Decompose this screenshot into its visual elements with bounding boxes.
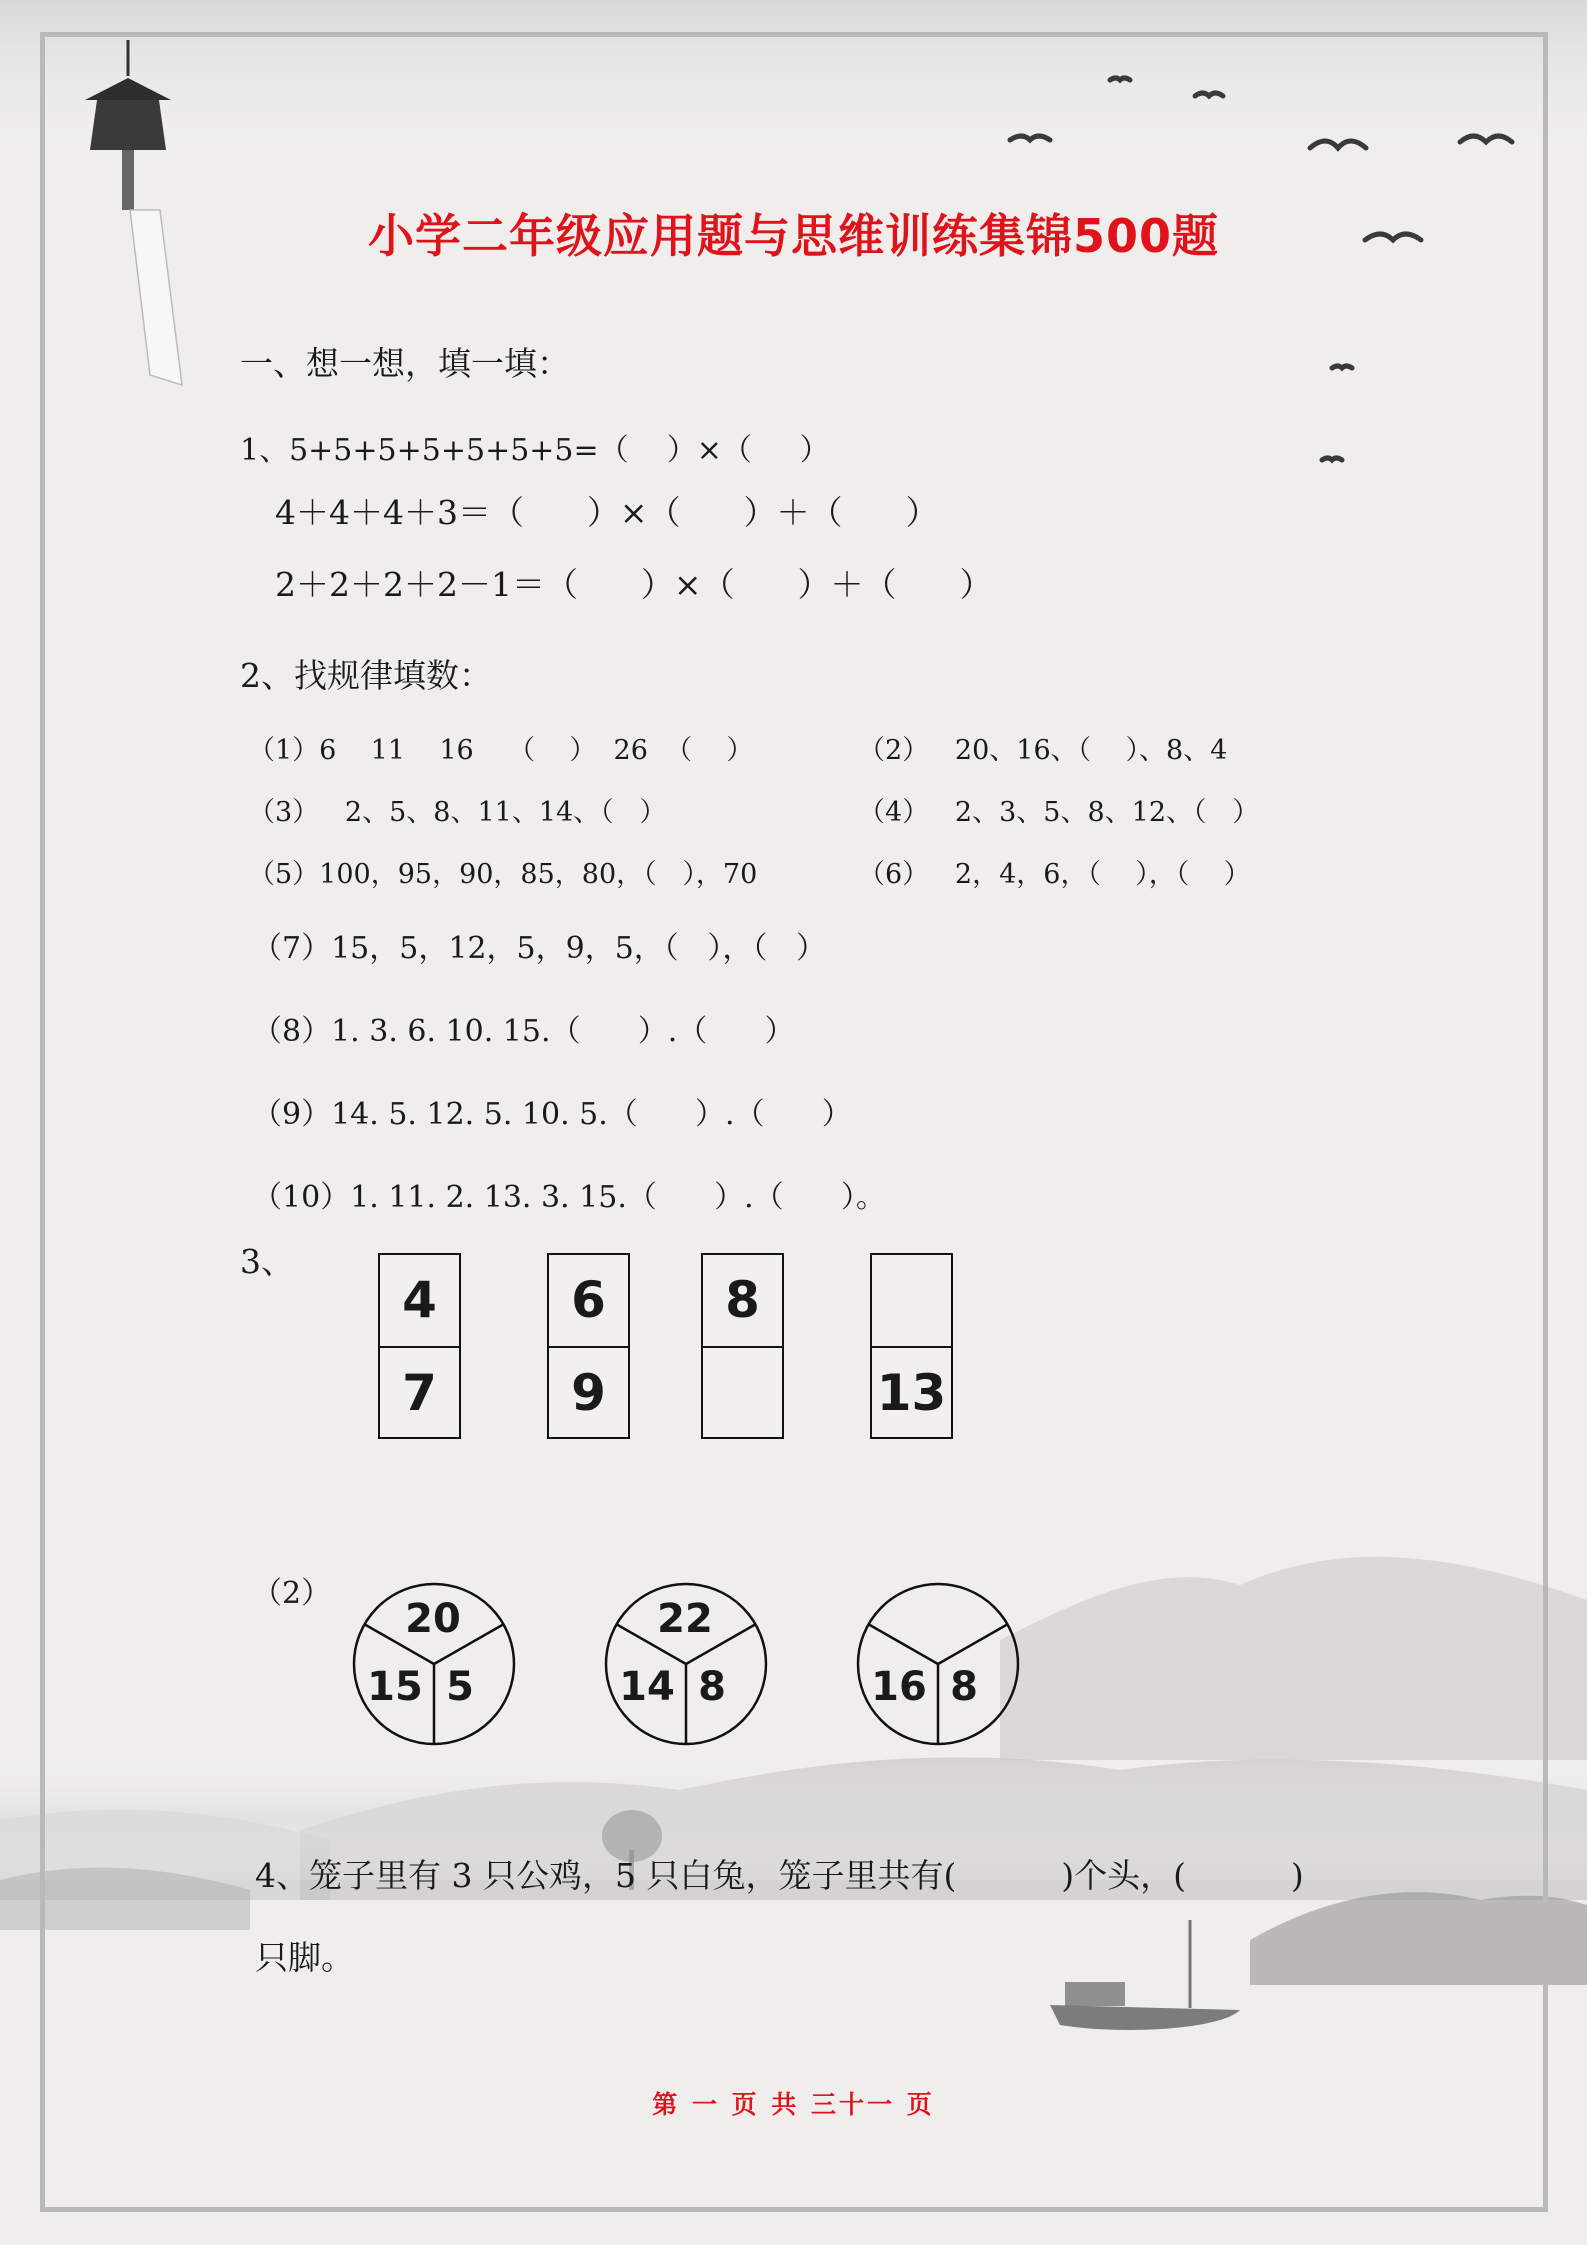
q3-sub-label: （2） (252, 1576, 332, 1611)
q1-line3: 2＋2＋2＋2－1＝（ ）×（ ）＋（ ） (275, 565, 993, 604)
pattern-4: （4） 2、3、5、8、12、（ ） (858, 797, 1260, 828)
circle-left-value: 14 (619, 1664, 675, 1710)
circle-right-value: 5 (446, 1664, 474, 1710)
circle-left-value: 16 (871, 1664, 927, 1710)
pattern-2: （2） 20、16、（ ）、8、4 (858, 735, 1228, 766)
number-box (870, 1253, 953, 1439)
pattern-1: （1）6 11 16 （ ） 26 （ ） (248, 735, 754, 766)
circle-left-value: 15 (367, 1664, 423, 1710)
page-footer: 第 一 页 共 三十一 页 (652, 2090, 935, 2119)
q4-line1: 4、笼子里有 3 只公鸡，5 只白兔，笼子里共有( )个头，( ) (255, 1856, 1304, 1895)
pattern-5: （5）100，95，90，85，80，（ ），70 (248, 859, 758, 890)
pattern-3: （3） 2、5、8、11、14、（ ） (248, 797, 667, 828)
q1-line1: 1、5+5+5+5+5+5+5=（ ）×（ ） (240, 433, 830, 468)
box-bottom-value: 9 (571, 1364, 606, 1422)
circle-right-value: 8 (950, 1664, 978, 1710)
pattern-10: （10）1. 11. 2. 13. 3. 15.（ ）.（ ）。 (252, 1180, 886, 1215)
pattern-9: （9）14. 5. 12. 5. 10. 5.（ ）.（ ） (252, 1097, 852, 1132)
box-top-value: 4 (402, 1271, 437, 1329)
pattern-6: （6） 2，4，6，（ ），（ ） (858, 859, 1251, 890)
pattern-8: （8）1. 3. 6. 10. 15.（ ）.（ ） (252, 1014, 795, 1049)
circle-top-value: 20 (405, 1596, 461, 1642)
pattern-7: （7）15，5，12，5，9，5，（ ），（ ） (252, 931, 826, 966)
circle-top-value: 22 (657, 1596, 713, 1642)
q4-line2: 只脚。 (255, 1938, 354, 1977)
box-top-value: 8 (725, 1271, 760, 1329)
q2-heading: 2、找规律填数： (240, 656, 492, 695)
circle-right-value: 8 (698, 1664, 726, 1710)
number-box (701, 1253, 784, 1439)
box-bottom-value: 13 (876, 1364, 947, 1422)
q1-line2: 4＋4＋4＋3＝（ ）×（ ）＋（ ） (275, 493, 939, 532)
box-bottom-value: 7 (402, 1364, 437, 1422)
q3-label: 3、 (240, 1242, 294, 1281)
page-title: 小学二年级应用题与思维训练集锦500题 (367, 209, 1220, 263)
box-top-blank[interactable] (872, 1255, 951, 1345)
box-top-value: 6 (571, 1271, 606, 1329)
box-bottom-blank[interactable] (703, 1348, 782, 1438)
section-heading: 一、想一想，填一填： (240, 344, 570, 383)
number-box (378, 1253, 461, 1439)
number-box (547, 1253, 630, 1439)
